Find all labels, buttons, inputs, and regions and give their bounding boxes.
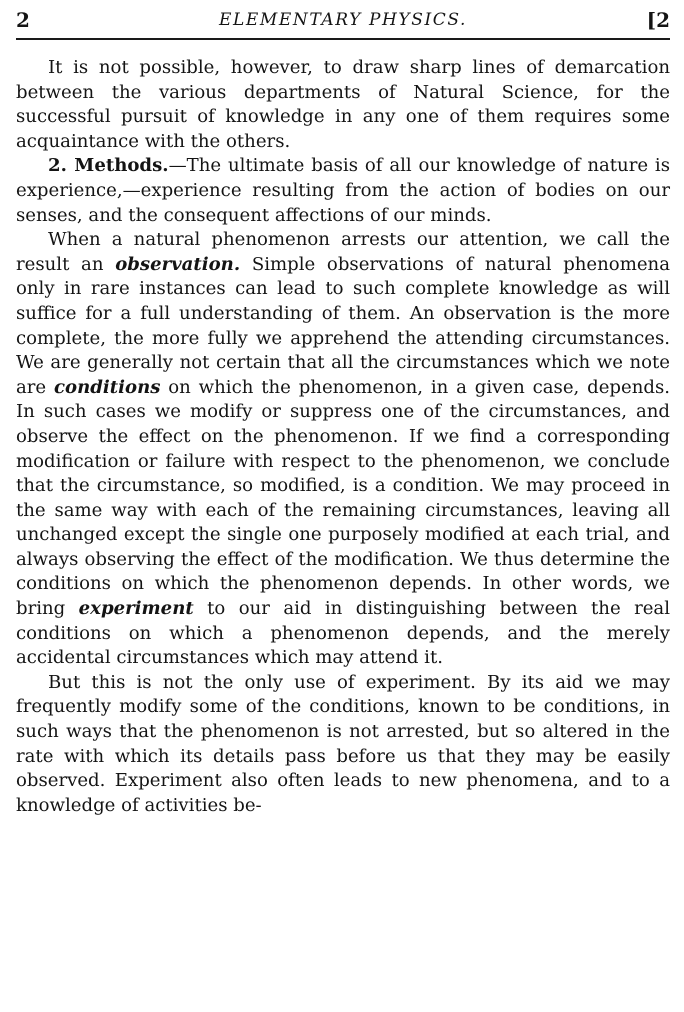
paragraph-intro xyxy=(16,56,670,154)
page-number: 2 xyxy=(16,8,30,32)
paragraph-methods xyxy=(16,154,670,228)
header-rule xyxy=(16,38,670,40)
body-text xyxy=(16,56,670,818)
section-marker: [2 xyxy=(646,8,670,32)
observation-text-a: When a natural phenomenon arrests our attention, we call the result an xyxy=(16,229,670,275)
paragraph-observation xyxy=(16,228,670,671)
observation-text-b: Simple observations of natural phenomena only in rare instances can lead to such complete knowledge as will suffice for a full understanding of them. An observation is the more complete, the more fully we apprehend the attending circumstances. We are generally not certain that all the circumstances which we note are xyxy=(16,253,670,398)
term-experiment: experiment xyxy=(78,598,194,620)
paragraph-experiment xyxy=(16,671,670,819)
running-title: ELEMENTARY PHYSICS. xyxy=(218,10,468,30)
paragraph-intro-text: It is not possible, however, to draw sharp lines of demarcation between the various departments of Natural Science, for the successful pursuit of knowledge in any one of them requires some acquaintance with the others. xyxy=(16,57,670,152)
term-observation: observation. xyxy=(115,253,241,275)
section-heading-methods: 2. Methods. xyxy=(48,155,169,177)
observation-text-c: on which the phenomenon, in a given case, depends. In such cases we modify or suppress one of the circumstances, and observe the effect on the phenomenon. If we find a corresponding modification or failure with respect to the phenomenon, we conclude that the circumstance, so modified, is a condition. We may proceed in the same way with each of the remaining circumstances, leaving all unchanged except the single one purposely modified at each trial, and always observing the effect of the modification. We thus determine the conditions on which the phenomenon depends. In other words, we bring xyxy=(16,376,670,620)
paragraph-methods-text: —The ultimate basis of all our knowledge of nature is experience,—experience resulting from the action of bodies on our senses, and the consequent affections of our minds. xyxy=(16,155,670,226)
paragraph-experiment-text: But this is not the only use of experiment. By its aid we may frequently modify some of the conditions, known to be conditions, in such ways that the phenomenon is not arrested, but so altered in the rate with which its details pass before us that they may be easily observed. Experiment also often leads to new phenomena, and to a knowledge of activities be- xyxy=(16,671,670,816)
page-header xyxy=(16,6,670,34)
observation-text-d: to our aid in distinguishing between the real conditions on which a phenomenon depends, and the merely accidental circumstances which may attend it. xyxy=(16,598,670,669)
term-conditions: conditions xyxy=(54,376,161,398)
